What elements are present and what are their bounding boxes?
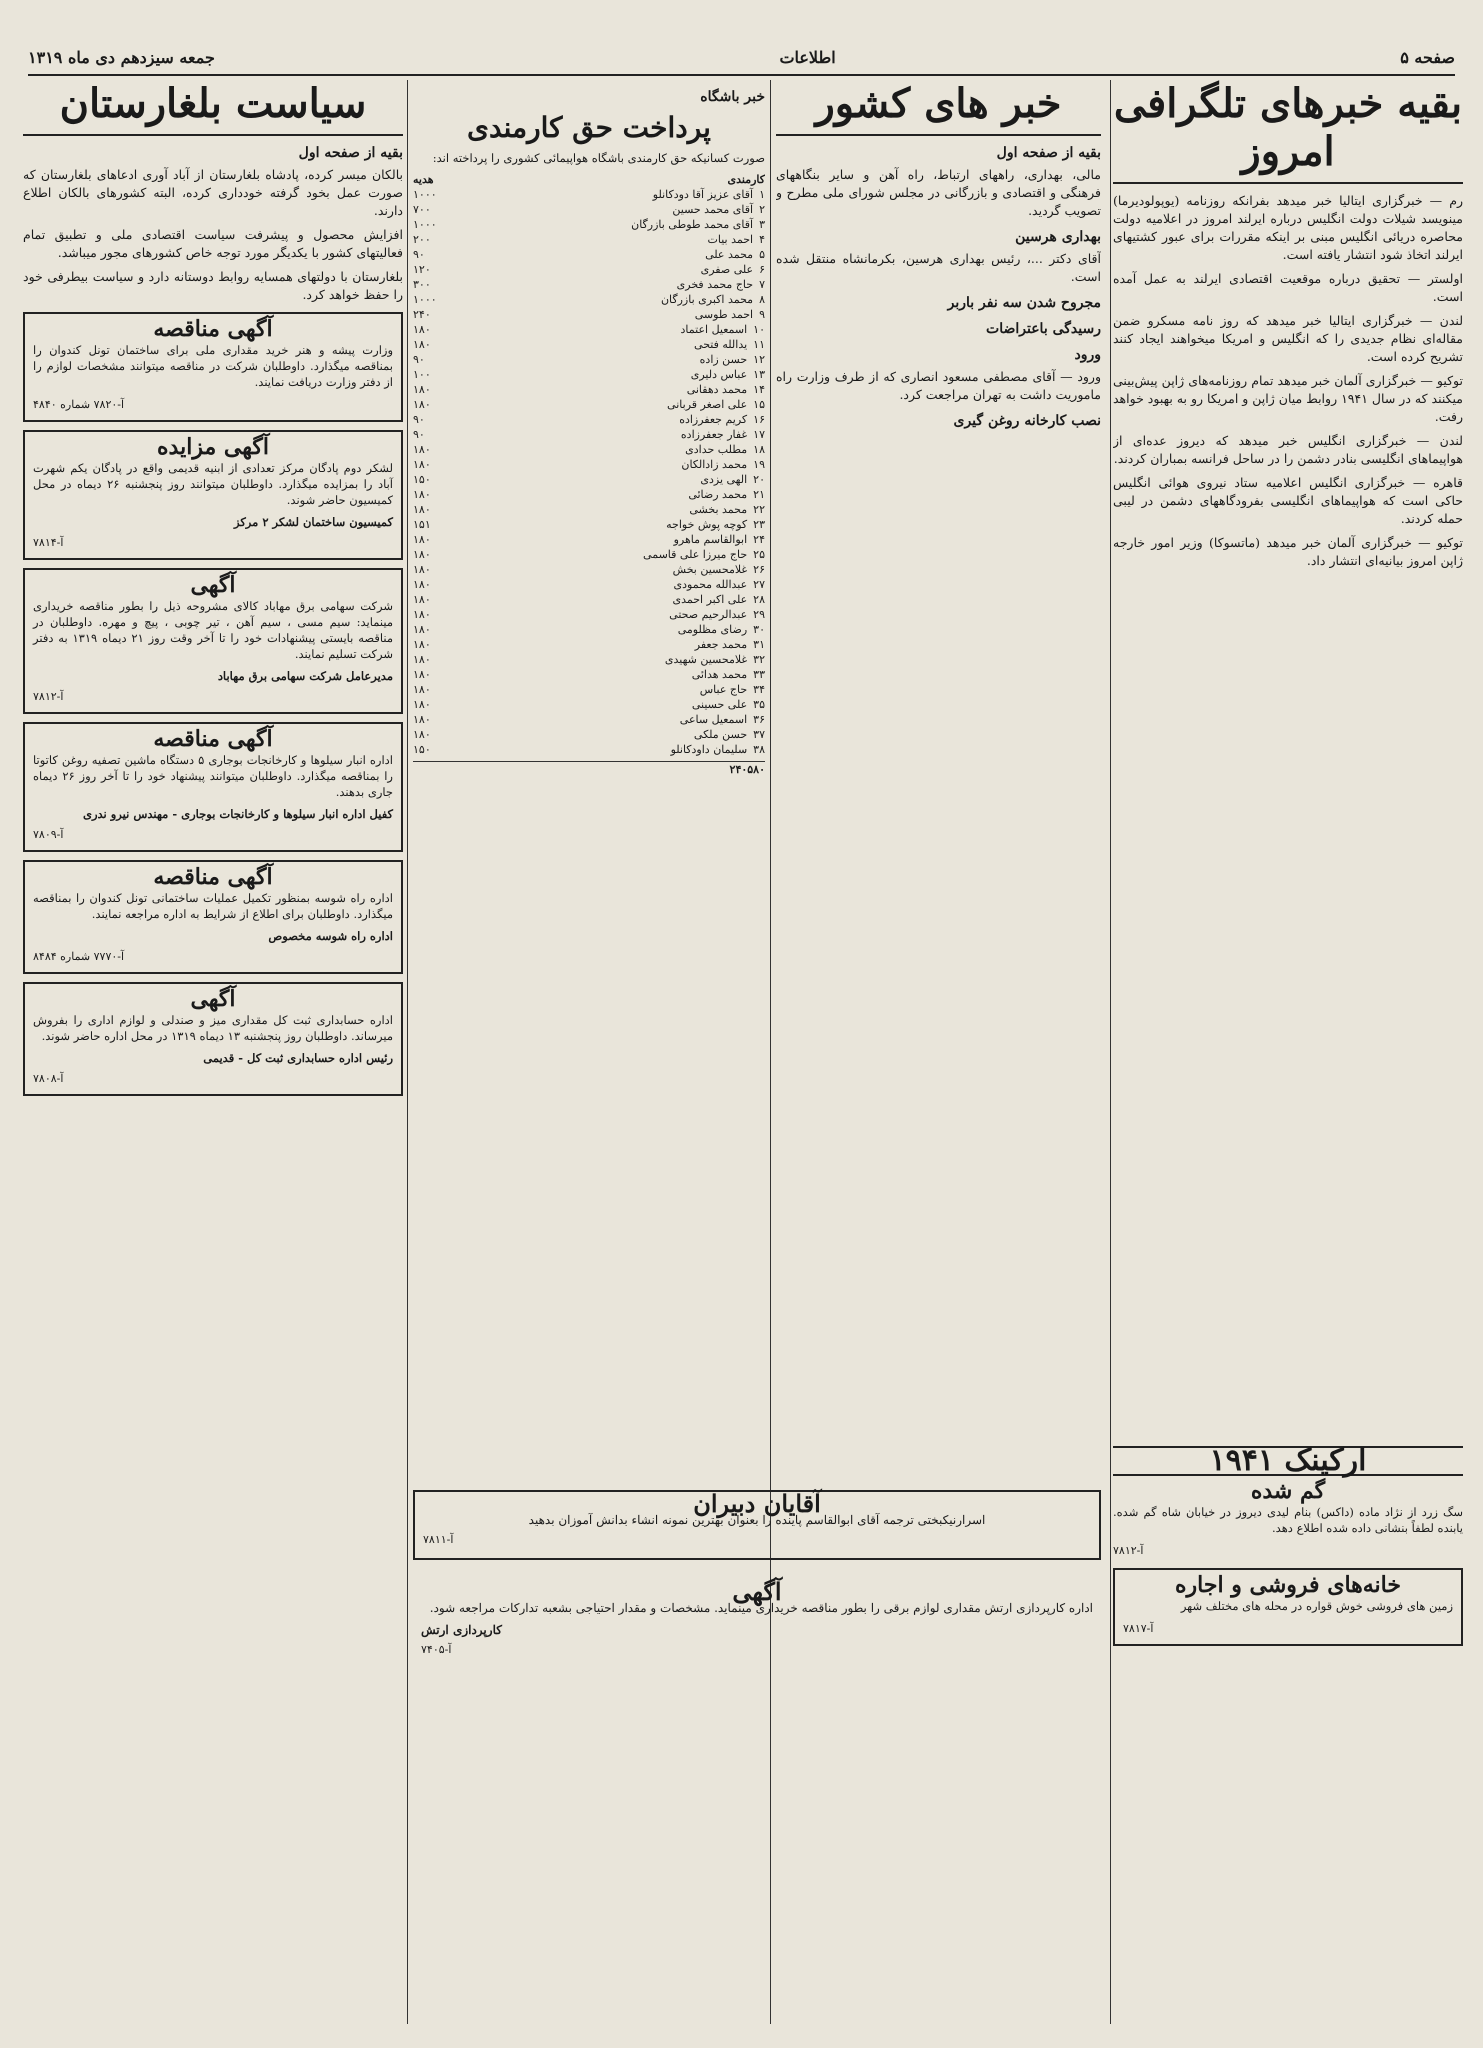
payroll-name: آقای عزیز آقا دودکانلو (652, 188, 754, 201)
subsection-title: مجروح شدن سه نفر باربر (947, 295, 1101, 311)
payroll-row (413, 412, 765, 427)
teachers-ad-title: آقایان دبیران (693, 1489, 821, 1518)
news-paragraph: لندن — خبرگزاری ایتالیا خبر میدهد که روز نامه مسکرو ضمن مقاله‌ای نظام جدیدی را که انگلیس و امریکا میخواهند ایجاد کنند تشریح کرده است. (1113, 313, 1463, 364)
payroll-name: محمد اکبری بازرگان (660, 293, 754, 306)
payroll-amount: ۲۴۰ (413, 308, 431, 321)
news-paragraph: اولستر — تحقیق درباره موقعیت اقتصادی ایرلند به عمل آمده است. (1113, 271, 1463, 304)
payroll-amount: ۱۸۰ (413, 608, 431, 621)
payroll-number: ۲۸ (753, 593, 765, 606)
payroll-number: ۱۷ (753, 428, 765, 441)
column-divider (1110, 80, 1111, 2024)
payroll-row (413, 352, 765, 367)
payroll-title: پرداخت حق کارمندی (467, 111, 711, 144)
payroll-row (413, 217, 765, 232)
payroll-name: غلامحسین شهیدی (664, 653, 748, 666)
payroll-amount: ۹۰ (413, 353, 425, 366)
section-title: بقیه از صفحه اول (996, 145, 1101, 161)
telegraph-news-title: بقیه خبرهای تلگرافی امروز (1113, 80, 1463, 184)
payroll-amount: ۱۰۰۰ (413, 188, 437, 201)
payroll-amount: ۷۰۰ (413, 203, 431, 216)
payroll-number: ۱۱ (753, 338, 765, 351)
payroll-number: ۸ (759, 293, 765, 306)
ad-footer: مدیرعامل شرکت سهامی برق مهاباد (217, 669, 393, 683)
payroll-amount: ۱۸۰ (413, 503, 431, 516)
payroll-number: ۳۷ (753, 728, 765, 741)
payroll-number: ۲۲ (753, 503, 765, 516)
notice-ad (23, 568, 403, 714)
payroll-row (413, 367, 765, 382)
payroll-number: ۱۵ (753, 398, 765, 411)
ad-ref: آ-۷۸۲۰ شماره ۴۸۴۰ (33, 398, 125, 411)
payroll-number: ۱۲ (753, 353, 765, 366)
teachers-ad-subtitle: اسرارنیکبختی ترجمه آقای ابوالقاسم پاینده را بعنوان بهترین نمونه انشاء بدانش آموزان بدهید (528, 1513, 986, 1527)
payroll-name: اسمعیل ساعی (679, 713, 748, 726)
payroll-row (413, 202, 765, 217)
payroll-name: غفار جعفرزاده (680, 428, 748, 441)
payroll-amount: ۱۰۰ (413, 368, 431, 381)
payroll-row (413, 292, 765, 307)
payroll-amount: ۱۲۰ (413, 263, 431, 276)
payroll-number: ۱ (759, 188, 765, 201)
payroll-amount: ۱۸۰ (413, 593, 431, 606)
arkens-ad-title: ارکینک ۱۹۴۱ (1113, 1446, 1463, 1476)
page-number: صفحه ۵ (1400, 47, 1455, 67)
payroll-amount: ۱۸۰ (413, 638, 431, 651)
payroll-name: محمد علی (705, 248, 754, 261)
payroll-name: مطلب حدادی (685, 443, 748, 456)
payroll-row (413, 727, 765, 742)
paper-name: اطلاعات (779, 47, 836, 67)
payroll-amount: ۹۰ (413, 428, 425, 441)
payroll-row (413, 232, 765, 247)
payroll-row (413, 577, 765, 592)
payroll-row (413, 427, 765, 442)
payroll-number: ۳۴ (753, 683, 765, 696)
payroll-row (413, 277, 765, 292)
news-paragraph: بلغارستان با دولتهای همسایه روابط دوستانه دارد و سیاست بیطرفی خود را حفظ خواهد کرد. (23, 269, 403, 302)
payroll-name: آقای محمد طوطی بازرگان (631, 218, 754, 231)
payroll-total: ۲۴۰۵۸۰ (729, 763, 765, 776)
houses-ad (1113, 1568, 1463, 1646)
section-title: بقیه از صفحه اول (298, 145, 403, 161)
news-paragraph: لندن — خبرگزاری انگلیس خبر میدهد که دیروز عده‌ای از هواپیماهای انگلیسی بنادر دشمن را در ساحل فرانسه بمباران کردند. (1113, 433, 1463, 466)
payroll-name: عبدالله محمودی (673, 578, 748, 591)
payroll-row (413, 592, 765, 607)
payroll-amount: ۱۸۰ (413, 683, 431, 696)
ad-ref: آ-۷۸۱۴ (33, 536, 64, 549)
payroll-row (413, 547, 765, 562)
ad-text: اداره راه شوسه بمنظور تکمیل عملیات ساختمانی تونل کندوان را بمناقصه میگذارد. داوطلبان برای اطلاع از شرایط به اداره مراجعه نمایند. (33, 891, 393, 921)
houses-ad-text: زمین های فروشی خوش قواره در محله های مختلف شهر (1180, 1599, 1453, 1613)
ad-ref: آ-۷۸۰۸ (33, 1072, 64, 1085)
payroll-amount: ۱۸۰ (413, 548, 431, 561)
payroll-amount: ۱۵۰ (413, 473, 431, 486)
news-paragraph: توکیو — خبرگزاری آلمان خبر میدهد تمام روزنامه‌های ژاپن پیش‌بینی میکنند که در سال ۱۹۴۱ روابط میان ژاپن و امریکا رو به بهبود خواهد رفت. (1113, 373, 1463, 424)
payroll-row (413, 652, 765, 667)
notice-ad (23, 982, 403, 1096)
teachers-ad (413, 1490, 1101, 1560)
payroll-name: سلیمان داودکانلو (670, 743, 748, 756)
payroll-number: ۲ (759, 203, 765, 216)
subsection-title: نصب کارخانه روغن گیری (953, 413, 1101, 429)
lost-ad-text: سگ زرد از نژاد ماده (داکس) بنام لیدی دیروز در خیابان شاه گم شده. یابنده لطفاً بنشانی داده شده اطلاع دهد. (1113, 1505, 1463, 1535)
payroll-number: ۱۶ (753, 413, 765, 426)
payroll-number: ۲۹ (753, 608, 765, 621)
payroll-number: ۴ (759, 233, 765, 246)
ad-text: شرکت سهامی برق مهاباد کالای مشروحه ذیل را بطور مناقصه خریداری مینماید: سیم مسی ، سیم آهن ، تیر چوبی ، پیچ و مهره. داوطلبان در مناقصه بایستی پیشنهادات خود را تا آخر وقت روز ۲۱ دیماه ۱۳۱۹ به دفتر شرکت تسلیم نمایند. (33, 599, 394, 661)
payroll-header-amount: هدیه (413, 173, 434, 186)
payroll-row (413, 187, 765, 202)
payroll-row (413, 697, 765, 712)
payroll-number: ۹ (759, 308, 765, 321)
payroll-name: عباس دلیری (690, 368, 748, 381)
ad-footer: رئیس اداره حسابداری ثبت کل - قدیمی (203, 1051, 393, 1065)
payroll-name: عبدالرحیم صحتی (669, 608, 748, 621)
ad-footer: اداره راه شوسه مخصوص (268, 929, 393, 943)
procurement-ad-ref: آ-۷۴۰۵ (421, 1643, 452, 1656)
payroll-header-name: کارمندی (727, 173, 765, 186)
payroll-row (413, 487, 765, 502)
payroll-name: محمد جعفر (694, 638, 748, 651)
payroll-name: علی صفری (700, 263, 754, 276)
payroll-amount: ۱۸۰ (413, 578, 431, 591)
payroll-amount: ۱۸۰ (413, 653, 431, 666)
ad-title: آگهی (190, 986, 236, 1012)
payroll-row (413, 562, 765, 577)
news-paragraph: افزایش محصول و پیشرفت سیاست اقتصادی ملی و تطبیق تمام فعالیتهای کشور با یکدیگر مورد توجه خاص کشورهای مجور میباشد. (23, 227, 403, 260)
payroll-number: ۱۰ (753, 323, 765, 336)
payroll-amount: ۱۵۰ (413, 743, 431, 756)
ad-text: لشکر دوم پادگان مرکز تعدادی از ابنیه قدیمی واقع در پادگان یکم شهرت آباد را بمزایده میگذارد. داوطلبان میتوانند روز پنجشنبه ۲۶ دیماه در محل کمیسیون حاضر شوند. (33, 461, 393, 507)
payroll-number: ۲۴ (753, 533, 765, 546)
payroll-name: محمد رضائی (688, 488, 748, 501)
payroll-row (413, 337, 765, 352)
auction-ad (23, 430, 403, 560)
payroll-amount: ۱۸۰ (413, 338, 431, 351)
payroll-number: ۱۹ (753, 458, 765, 471)
ad-title: آگهی مناقصه (153, 864, 273, 890)
tender-ad (23, 312, 403, 422)
column-divider (407, 80, 408, 2024)
payroll-amount: ۲۰۰ (413, 233, 431, 246)
payroll-name: حسن زاده (699, 353, 748, 366)
ad-text: اداره حسابداری ثبت کل مقداری میز و صندلی و لوازم اداری را بفروش میرساند. داوطلبان روز پنجشنبه ۱۳ دیماه ۱۳۱۹ در محل اداره حاضر شوند. (33, 1013, 393, 1043)
payroll-amount: ۱۸۰ (413, 668, 431, 681)
payroll-list (413, 187, 765, 757)
subsection-title: رسیدگی باعتراضات (986, 321, 1101, 337)
page-header (28, 40, 1455, 76)
payroll-row (413, 442, 765, 457)
payroll-name: یدالله فتحی (694, 338, 748, 351)
payroll-row (413, 262, 765, 277)
ad-footer: کمیسیون ساختمان لشکر ۲ مرکز (233, 515, 393, 529)
ad-title: آگهی مناقصه (153, 726, 273, 752)
payroll-row (413, 682, 765, 697)
bulgaria-title: سیاست بلغارستان (23, 80, 403, 136)
payroll-amount: ۱۸۰ (413, 323, 431, 336)
ad-footer: کفیل اداره انبار سیلوها و کارخانجات بوجاری - مهندس نیرو ندری (82, 807, 393, 821)
payroll-name: اسمعیل اعتماد (680, 323, 748, 336)
payroll-amount: ۱۸۰ (413, 698, 431, 711)
payroll-name: محمد بخشی (689, 503, 748, 516)
payroll-number: ۳۵ (753, 698, 765, 711)
payroll-name: علی اکبر احمدی (672, 593, 748, 606)
ad-ref: آ-۷۸۱۲ (33, 690, 64, 703)
payroll-row (413, 382, 765, 397)
payroll-number: ۳۰ (753, 623, 765, 636)
payroll-name: کریم جعفرزاده (679, 413, 748, 426)
payroll-row (413, 517, 765, 532)
payroll-row (413, 322, 765, 337)
procurement-ad-footer: کارپردازی ارتش (421, 1623, 502, 1637)
news-paragraph: رم — خبرگزاری ایتالیا خبر میدهد بفرانکه روزنامه (یوپولودیرما) مینویسد شیلات دولت انگلیس درباره ایرلند امروز در اعلامیه دولت محاصره دریائی انگلیس مبنی بر اینکه مقررات برای عبور کشتیهای ایرلند اتخاذ شود انتشار یافته است. (1113, 193, 1463, 262)
payroll-name: الهی یزدی (700, 473, 748, 486)
payroll-number: ۵ (759, 248, 765, 261)
payroll-name: غلامحسین بخش (672, 563, 748, 576)
subsection-title: بهداری هرسین (1015, 229, 1101, 245)
payroll-name: حاج محمد فخری (676, 278, 754, 291)
payroll-amount: ۹۰ (413, 413, 425, 426)
payroll-number: ۳۳ (753, 668, 765, 681)
ad-ref: آ-۷۸۰۹ (33, 828, 64, 841)
payroll-number: ۲۰ (753, 473, 765, 486)
payroll-number: ۲۷ (753, 578, 765, 591)
payroll-row (413, 307, 765, 322)
payroll-row (413, 457, 765, 472)
payroll-number: ۷ (759, 278, 765, 291)
lost-ad-ref: آ-۷۸۱۲ (1113, 1544, 1144, 1557)
payroll-amount: ۱۸۰ (413, 398, 431, 411)
payroll-name: علی حسینی (691, 698, 748, 711)
ad-ref: آ-۷۷۷۰ شماره ۸۴۸۴ (33, 950, 125, 963)
payroll-name: حسن ملکی (693, 728, 748, 741)
ad-title: آگهی (190, 572, 236, 598)
payroll-number: ۳۱ (753, 638, 765, 651)
ad-title: آگهی مناقصه (153, 316, 273, 342)
payroll-amount: ۱۰۰۰ (413, 218, 437, 231)
payroll-amount: ۹۰ (413, 248, 425, 261)
payroll-number: ۳۸ (753, 743, 765, 756)
payroll-number: ۲۱ (753, 488, 765, 501)
payroll-row (413, 472, 765, 487)
payroll-header (413, 172, 765, 187)
country-news-title: خبر های کشور (776, 80, 1101, 136)
payroll-amount: ۱۸۰ (413, 713, 431, 726)
ad-title: آگهی مزایده (157, 434, 269, 460)
news-paragraph: توکیو — خبرگزاری آلمان خبر میدهد (ماتسوکا) وزیر امور خارجه ژاپن امروز بیانیه‌ای انتشار داد. (1113, 535, 1463, 568)
payroll-number: ۱۸ (753, 443, 765, 456)
ad-text: اداره انبار سیلوها و کارخانجات بوجاری ۵ دستگاه ماشین تصفیه روغن کاتوتا را بمناقصه میگذارد. داوطلبان میتوانند پیشنهاد خود را تا آخر روز ۲۶ دیماه جاری بدهند. (33, 753, 393, 799)
payroll-row (413, 622, 765, 637)
payroll-row (413, 637, 765, 652)
tender-ad (23, 722, 403, 852)
procurement-ad (413, 1577, 1101, 2020)
payroll-number: ۳ (759, 218, 765, 231)
lost-ad-title: گم شده (1250, 1478, 1326, 1504)
payroll-name: احمد طوسی (694, 308, 754, 321)
payroll-number: ۲۶ (753, 563, 765, 576)
ad-text: وزارت پیشه و هنر خرید مقداری ملی برای ساختمان تونل کندوان را بمناقصه میگذارد. داوطلبان شرکت در مناقصه میتوانند مشخصات لوازم را از دفتر وزارت دریافت نمایند. (33, 343, 393, 389)
news-paragraph: مالی، بهداری، راههای ارتباط، راه آهن و سایر بنگاههای فرهنگی و اقتصادی و بازرگانی در مجلس شورای ملی مطرح و تصویب گردید. (776, 167, 1101, 218)
payroll-amount: ۱۰۰۰ (413, 293, 437, 306)
payroll-amount: ۱۸۰ (413, 443, 431, 456)
section-label: خبر باشگاه (700, 89, 765, 105)
payroll-amount: ۱۸۰ (413, 533, 431, 546)
payroll-row (413, 532, 765, 547)
payroll-name: حاج عباس (699, 683, 748, 696)
payroll-row (413, 397, 765, 412)
payroll-row (413, 607, 765, 622)
payroll-intro: صورت کسانیکه حق کارمندی باشگاه هواپیمائی کشوری را پرداخته اند: (432, 151, 765, 165)
teachers-ad-ref: آ-۷۸۱۱ (423, 1533, 454, 1546)
houses-ad-title: خانه‌های فروشی و اجاره (1175, 1572, 1401, 1598)
payroll-name: محمد هدائی (691, 668, 748, 681)
payroll-name: آقای محمد حسین (672, 203, 754, 216)
payroll-amount: ۱۸۰ (413, 728, 431, 741)
payroll-name: احمد بیات (707, 233, 754, 246)
payroll-row (413, 667, 765, 682)
payroll-amount: ۱۸۰ (413, 458, 431, 471)
payroll-total-row (413, 761, 765, 777)
payroll-row (413, 712, 765, 727)
news-paragraph: بالکان میسر کرده، پادشاه بلغارستان از آباد آوری ادعاهای بلغارستان که صورت عمل بخود گرفته خودداری کرده، البته کشورهای بالکان اطلاع دارند. (23, 167, 403, 218)
issue-date: جمعه سیزدهم دی ماه ۱۳۱۹ (28, 47, 215, 67)
payroll-amount: ۳۰۰ (413, 278, 431, 291)
payroll-name: ابوالقاسم ماهرو (673, 533, 748, 546)
payroll-number: ۲۵ (753, 548, 765, 561)
procurement-ad-text: اداره کارپردازی ارتش مقداری لوازم برقی را بطور مناقصه خریداری مینماید. مشخصات و مقدار احتیاجی بشعبه تدارکات مراجعه شود. (429, 1601, 1093, 1615)
payroll-number: ۳۶ (753, 713, 765, 726)
news-paragraph: ورود — آقای مصطفی مسعود انصاری که از طرف وزارت راه ماموریت داشت به تهران مراجعت کرد. (776, 369, 1101, 402)
payroll-row (413, 247, 765, 262)
payroll-number: ۳۲ (753, 653, 765, 666)
payroll-amount: ۱۸۰ (413, 623, 431, 636)
news-paragraph: قاهره — خبرگزاری انگلیس اعلامیه ستاد نیروی هوائی انگلیس حاکی است که هواپیماهای انگلیسی بفرودگاههای دشمن در لیبی حمله کردند. (1113, 475, 1463, 526)
payroll-amount: ۱۸۰ (413, 488, 431, 501)
telegraph-news-column (1113, 80, 1463, 2024)
payroll-amount: ۱۸۰ (413, 563, 431, 576)
payroll-name: حاج میرزا علی قاسمی (643, 548, 748, 561)
payroll-number: ۱۳ (753, 368, 765, 381)
procurement-ad-title: آگهی (732, 1577, 782, 1606)
payroll-name: محمد دهقانی (686, 383, 748, 396)
subsection-title: ورود (1074, 347, 1101, 363)
payroll-name: رضای مظلومی (677, 623, 748, 636)
tender-ad (23, 860, 403, 974)
payroll-row (413, 742, 765, 757)
payroll-name: محمد زادالکان (681, 458, 748, 471)
payroll-name: علی اصغر قربانی (667, 398, 748, 411)
houses-ad-ref: آ-۷۸۱۷ (1123, 1622, 1154, 1635)
payroll-number: ۱۴ (753, 383, 765, 396)
news-paragraph: آقای دکتر ...، رئیس بهداری هرسین، بکرمانشاه منتقل شده است. (776, 251, 1101, 284)
payroll-amount: ۱۵۱ (413, 518, 431, 531)
payroll-name: کوچه پوش خواجه (666, 518, 748, 531)
bulgaria-column (23, 80, 403, 2024)
payroll-amount: ۱۸۰ (413, 383, 431, 396)
payroll-number: ۲۳ (753, 518, 765, 531)
payroll-row (413, 502, 765, 517)
payroll-number: ۶ (759, 263, 765, 276)
